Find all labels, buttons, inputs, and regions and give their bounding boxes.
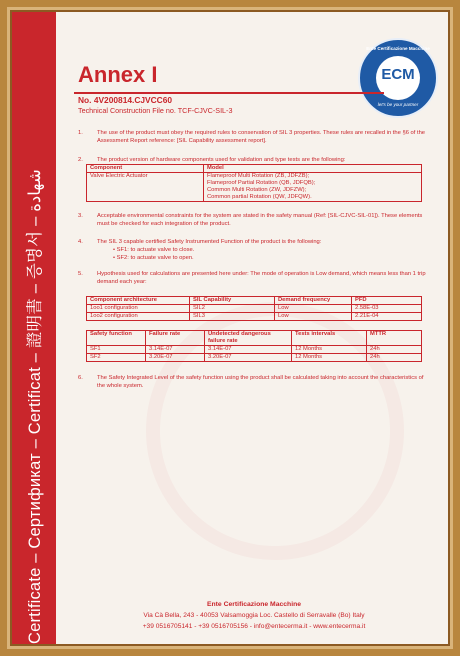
table-header-row (87, 165, 422, 173)
table-cell: SIL3 (190, 313, 275, 321)
table-cell: Low (275, 305, 352, 313)
logo-ring-bottom-text: let's be your partner (377, 102, 419, 107)
page-title: Annex I (78, 62, 158, 87)
table-cell: Low (275, 313, 352, 321)
sif-bullet: • SF1: to actuate valve to close. (113, 247, 195, 253)
architecture-table (86, 296, 422, 321)
table-row (87, 313, 422, 321)
table-header-cell: Failure rate (146, 331, 205, 346)
table-cell: 1oo2 configuration (87, 313, 190, 321)
table-header-cell: Tests intervals (292, 331, 367, 346)
components-table (86, 164, 422, 202)
table-cell: 2.21E-04 (352, 313, 422, 321)
footer-contact: +39 0516705141 - +39 0516705156 - info@entecerma.it - www.entecerma.it (142, 623, 366, 630)
document-number: No. 4V200814.CJVCC60 (78, 95, 173, 105)
paragraph-text: The product version of hardware components used for validation and type tests are the following: (97, 157, 346, 163)
table-header-row (87, 331, 422, 346)
table-cell: 2.58E-03 (352, 305, 422, 313)
table-header-cell: Safety function (87, 331, 146, 346)
table-header-cell: Undetected dangerous failure rate (205, 331, 292, 346)
sif-bullet: • SF2: to actuate valve to open. (113, 255, 194, 261)
sif-bullet-text: SF2: to actuate valve to open. (116, 255, 194, 261)
table-header-cell: PFD (352, 297, 422, 305)
logo-word: ECM (381, 66, 415, 83)
table-row (87, 354, 422, 362)
table-cell: 3.20E-07 (205, 354, 292, 362)
annex-content (66, 12, 442, 644)
paragraph-number: 5. (78, 271, 83, 277)
paragraph-6 (78, 374, 428, 390)
table-cell: 12 Months (292, 346, 367, 354)
table-header-cell: Model (204, 165, 422, 173)
logo-ring-top-text: Ente Certificazione Macchine (366, 46, 430, 51)
technical-file-reference: Technical Construction File no. TCF-CJVC-SIL-3 (78, 106, 233, 115)
table-row (87, 346, 422, 354)
table-cell: Valve Electric Actuator (87, 173, 204, 202)
table-row (87, 305, 422, 313)
table-cell: 24h (367, 354, 422, 362)
paragraph-text: Hypothesis used for calculations are presented here under: The mode of operation is Low demand, which means less than 1 trip demand each year: (97, 271, 426, 285)
certificate-sidebar (12, 12, 56, 644)
paragraph-number: 1. (78, 130, 83, 136)
table-row (87, 173, 422, 202)
table-cell: 3.20E-07 (146, 354, 205, 362)
table-cell: SF2 (87, 354, 146, 362)
table-cell: SIL2 (190, 305, 275, 313)
paragraph-text: The SIL 3 capable certified Safety Instrumented Function of the product is the following: (97, 239, 322, 245)
footer-company-name: Ente Certificazione Macchine (206, 601, 302, 608)
table-cell: SF1 (87, 346, 146, 354)
table-header-cell: SIL Capability (190, 297, 275, 305)
paragraph-number: 3. (78, 213, 83, 219)
paragraph-number: 4. (78, 239, 83, 245)
table-header-cell: Component (87, 165, 204, 173)
sidebar-certificate-text: Certificate – Сертификат – Certificat – 證明書 – 증명서 – شهادة (26, 169, 44, 644)
model-entry: Common Multi Rotation (ZW, JDFZW); (207, 187, 307, 193)
model-entry: Flameproof Multi Rotation (ZB, JDFZB); (207, 173, 310, 179)
paragraph-number: 2. (78, 157, 83, 163)
paragraph-2 (78, 156, 428, 164)
paragraph-text: The Safety Integrated Level of the safety function using the product shall be calculated taking into account the characteristics of the whole system. (97, 375, 424, 389)
table-cell (204, 173, 422, 202)
footer-address: Via Cà Bella, 243 - 40053 Valsamoggia Loc. Castello di Serravalle (Bo) Italy (143, 612, 365, 619)
paragraph-4 (78, 238, 428, 262)
table-header-row (87, 297, 422, 305)
table-cell: 1oo1 configuration (87, 305, 190, 313)
table-cell: 3.14E-07 (146, 346, 205, 354)
model-entry: Common partial Rotation (QW, JDFQW). (207, 194, 312, 200)
sif-bullet-text: SF1: to actuate valve to close. (116, 247, 195, 253)
table-header-cell: Component architecture (87, 297, 190, 305)
table-cell: 12 Months (292, 354, 367, 362)
paragraph-text: Acceptable environmental constraints for the system are stated in the safety manual (Ref: [SIL-CJVC-SIL-01]). These elements must be checked for each integration of the product. (97, 213, 423, 227)
table-header-cell: Demand frequency (275, 297, 352, 305)
table-cell: 3.14E-07 (205, 346, 292, 354)
ecm-logo (358, 38, 438, 118)
paragraph-text: The use of the product must obey the required rules to conservation of SIL 3 properties. These rules are recalled in the §6 of the Assessment Report reference: [SIL Capability assessment report]. (97, 130, 426, 144)
safety-function-table (86, 330, 422, 362)
table-cell: 24h (367, 346, 422, 354)
paragraph-5 (78, 270, 428, 286)
paragraph-1 (78, 129, 428, 145)
title-divider (74, 92, 384, 94)
table-header-cell: MTTR (367, 331, 422, 346)
model-entry: Flameproof Partial Rotation (QB, JDFQB); (207, 180, 316, 186)
paragraph-3 (78, 212, 428, 228)
paragraph-number: 6. (78, 375, 83, 381)
